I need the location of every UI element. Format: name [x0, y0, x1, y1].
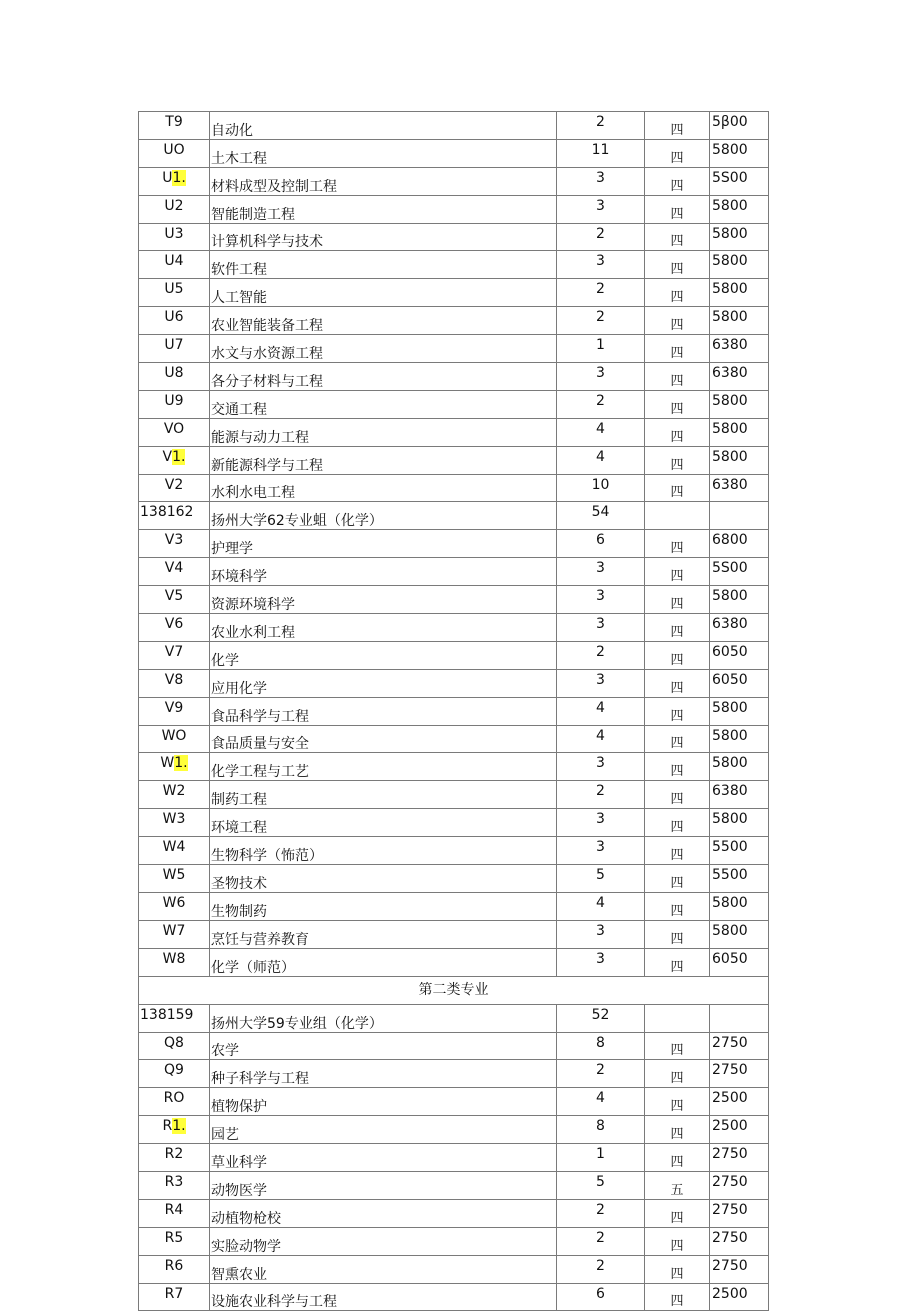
table-row: [139, 1199, 769, 1227]
code-cell: [139, 1116, 210, 1144]
major-name-cell: 农业水利工程: [210, 614, 557, 642]
table-row: [139, 641, 769, 669]
tuition-fee-cell: 6380: [710, 363, 769, 391]
plan-count-cell: 1: [557, 1144, 645, 1172]
code-prefix: V: [162, 448, 173, 465]
major-name-cell: 制药工程: [210, 781, 557, 809]
study-years-cell: 四: [645, 307, 710, 335]
major-name-cell: 扬州大学62专业蛆（化学）: [210, 502, 557, 530]
plan-count-cell: 8: [557, 1032, 645, 1060]
tuition-fee-cell: 5S00: [710, 558, 769, 586]
table-row: [139, 195, 769, 223]
code-cell: R6: [139, 1255, 210, 1283]
study-years-cell: [645, 502, 710, 530]
table-row: [139, 418, 769, 446]
plan-count-cell: 4: [557, 1088, 645, 1116]
table-row: [139, 446, 769, 474]
code-cell: R4: [139, 1199, 210, 1227]
major-name-cell: 种子科学与工程: [210, 1060, 557, 1088]
code-cell: W3: [139, 809, 210, 837]
plan-count-cell: 3: [557, 809, 645, 837]
group-row: [139, 502, 769, 530]
major-name-cell: 人工智能: [210, 279, 557, 307]
study-years-cell: 四: [645, 167, 710, 195]
plan-count-cell: 3: [557, 363, 645, 391]
study-years-cell: 四: [645, 1283, 710, 1311]
table-row: [139, 1116, 769, 1144]
plan-count-cell: 52: [557, 1004, 645, 1032]
major-name-cell: 园艺: [210, 1116, 557, 1144]
tuition-fee-cell: 5800: [710, 251, 769, 279]
table-row: [139, 614, 769, 642]
code-cell: R3: [139, 1171, 210, 1199]
table-row: [139, 1144, 769, 1172]
table-row: [139, 474, 769, 502]
tuition-fee-cell: 2500: [710, 1283, 769, 1311]
plan-count-cell: 4: [557, 446, 645, 474]
major-name-cell: 实脸动物学: [210, 1227, 557, 1255]
plan-count-cell: 3: [557, 753, 645, 781]
tuition-fee-cell: 5800: [710, 753, 769, 781]
study-years-cell: 四: [645, 697, 710, 725]
major-name-cell: 食品科学与工程: [210, 697, 557, 725]
major-name-cell: 植物保护: [210, 1088, 557, 1116]
plan-count-cell: 2: [557, 1227, 645, 1255]
table-row: [139, 1255, 769, 1283]
tuition-fee-cell: 5800: [710, 418, 769, 446]
code-cell: R5: [139, 1227, 210, 1255]
table-row: [139, 837, 769, 865]
study-years-cell: 四: [645, 865, 710, 893]
plan-count-cell: 3: [557, 837, 645, 865]
table-row: [139, 307, 769, 335]
plan-count-cell: 4: [557, 418, 645, 446]
tuition-fee-cell: 5800: [710, 725, 769, 753]
plan-count-cell: 2: [557, 1255, 645, 1283]
plan-count-cell: 3: [557, 614, 645, 642]
code-cell: U2: [139, 195, 210, 223]
plan-count-cell: 4: [557, 697, 645, 725]
table-row: [139, 1227, 769, 1255]
tuition-fee-cell: 5800: [710, 390, 769, 418]
tuition-fee-cell: 5S00: [710, 167, 769, 195]
table-row: [139, 753, 769, 781]
table-row: [139, 390, 769, 418]
plan-count-cell: 2: [557, 390, 645, 418]
plan-count-cell: 6: [557, 530, 645, 558]
section-header-row: [139, 976, 769, 1004]
table-body: [139, 112, 769, 1311]
major-name-cell: 水文与水资源工程: [210, 335, 557, 363]
plan-count-cell: 2: [557, 641, 645, 669]
major-name-cell: 各分子材料与工程: [210, 363, 557, 391]
tuition-fee-cell: [710, 502, 769, 530]
study-years-cell: 四: [645, 1116, 710, 1144]
tuition-fee-cell: 5500: [710, 837, 769, 865]
table-row: [139, 251, 769, 279]
study-years-cell: [645, 1004, 710, 1032]
study-years-cell: 四: [645, 614, 710, 642]
tuition-fee-cell: 6050: [710, 669, 769, 697]
plan-count-cell: 3: [557, 948, 645, 976]
study-years-cell: 四: [645, 1199, 710, 1227]
code-cell: V2: [139, 474, 210, 502]
code-prefix: U: [162, 169, 173, 186]
study-years-cell: 四: [645, 837, 710, 865]
table-row: [139, 1171, 769, 1199]
major-name-cell: 扬州大学59专业组（化学）: [210, 1004, 557, 1032]
code-cell: W6: [139, 892, 210, 920]
plan-count-cell: 3: [557, 920, 645, 948]
plan-count-cell: 2: [557, 1199, 645, 1227]
tuition-fee-cell: 2500: [710, 1088, 769, 1116]
plan-count-cell: 5: [557, 865, 645, 893]
table-row: [139, 363, 769, 391]
highlighted-code-mark: 1.: [172, 1118, 186, 1135]
plan-count-cell: 3: [557, 167, 645, 195]
plan-count-cell: 10: [557, 474, 645, 502]
table-row: [139, 167, 769, 195]
study-years-cell: 四: [645, 418, 710, 446]
study-years-cell: 五: [645, 1171, 710, 1199]
study-years-cell: 四: [645, 669, 710, 697]
code-cell: RO: [139, 1088, 210, 1116]
study-years-cell: 四: [645, 363, 710, 391]
study-years-cell: 四: [645, 1060, 710, 1088]
study-years-cell: 四: [645, 892, 710, 920]
code-cell: W4: [139, 837, 210, 865]
code-cell: U3: [139, 223, 210, 251]
table-row: [139, 725, 769, 753]
code-cell: V5: [139, 586, 210, 614]
major-name-cell: 动物医学: [210, 1171, 557, 1199]
major-name-cell: 应用化学: [210, 669, 557, 697]
table-row: [139, 920, 769, 948]
table-row: [139, 948, 769, 976]
code-cell: U7: [139, 335, 210, 363]
highlighted-code-mark: 1.: [172, 169, 186, 186]
major-name-cell: 农业智能装备工程: [210, 307, 557, 335]
plan-count-cell: 2: [557, 112, 645, 140]
tuition-fee-cell: 6380: [710, 781, 769, 809]
table-row: [139, 1088, 769, 1116]
study-years-cell: 四: [645, 641, 710, 669]
major-name-cell: 新能源科学与工程: [210, 446, 557, 474]
code-cell: UO: [139, 139, 210, 167]
code-cell: V6: [139, 614, 210, 642]
plan-count-cell: 6: [557, 1283, 645, 1311]
code-cell: U6: [139, 307, 210, 335]
major-name-cell: 化学工程与工艺: [210, 753, 557, 781]
major-name-cell: 水利水电工程: [210, 474, 557, 502]
plan-count-cell: 2: [557, 307, 645, 335]
code-cell: U8: [139, 363, 210, 391]
table-row: [139, 279, 769, 307]
tuition-fee-cell: 6380: [710, 474, 769, 502]
table-row: [139, 1060, 769, 1088]
code-cell: [139, 167, 210, 195]
tuition-fee-cell: 2750: [710, 1060, 769, 1088]
study-years-cell: 四: [645, 809, 710, 837]
code-cell: [139, 446, 210, 474]
study-years-cell: 四: [645, 446, 710, 474]
major-name-cell: 土木工程: [210, 139, 557, 167]
group-row: [139, 1004, 769, 1032]
tuition-fee-cell: 6800: [710, 530, 769, 558]
tuition-fee-cell: 2750: [710, 1255, 769, 1283]
major-name-cell: 自动化: [210, 112, 557, 140]
major-name-cell: 环境科学: [210, 558, 557, 586]
tuition-fee-cell: 2750: [710, 1171, 769, 1199]
major-name-cell: 设施农业科学与工程: [210, 1283, 557, 1311]
tuition-fee-cell: 2750: [710, 1199, 769, 1227]
major-name-cell: 环境工程: [210, 809, 557, 837]
tuition-fee-cell: 5800: [710, 892, 769, 920]
table-row: [139, 697, 769, 725]
tuition-fee-cell: 5800: [710, 279, 769, 307]
code-cell: U5: [139, 279, 210, 307]
tuition-fee-cell: 5800: [710, 809, 769, 837]
plan-count-cell: 5: [557, 1171, 645, 1199]
major-name-cell: 能源与动力工程: [210, 418, 557, 446]
plan-count-cell: 3: [557, 558, 645, 586]
table-row: [139, 223, 769, 251]
study-years-cell: 四: [645, 1144, 710, 1172]
code-cell: W2: [139, 781, 210, 809]
code-cell: R7: [139, 1283, 210, 1311]
major-name-cell: 农学: [210, 1032, 557, 1060]
major-name-cell: 化学（师范）: [210, 948, 557, 976]
study-years-cell: 四: [645, 474, 710, 502]
plan-count-cell: 3: [557, 195, 645, 223]
tuition-fee-cell: 2500: [710, 1116, 769, 1144]
tuition-fee-cell: 6050: [710, 948, 769, 976]
major-name-cell: 智能制造工程: [210, 195, 557, 223]
study-years-cell: 四: [645, 1032, 710, 1060]
study-years-cell: 四: [645, 390, 710, 418]
code-cell: [139, 753, 210, 781]
tuition-fee-cell: 5500: [710, 865, 769, 893]
study-years-cell: 四: [645, 112, 710, 140]
code-cell: U9: [139, 390, 210, 418]
study-years-cell: 四: [645, 279, 710, 307]
table-row: [139, 558, 769, 586]
tuition-fee-cell: 5800: [710, 307, 769, 335]
tuition-fee-cell: 5800: [710, 223, 769, 251]
study-years-cell: 四: [645, 1255, 710, 1283]
major-name-cell: 动植物枪校: [210, 1199, 557, 1227]
code-cell: V7: [139, 641, 210, 669]
table-row: [139, 781, 769, 809]
study-years-cell: 四: [645, 920, 710, 948]
major-name-cell: 烹饪与营养教育: [210, 920, 557, 948]
tuition-fee-cell: 5800: [710, 195, 769, 223]
code-prefix: R: [162, 1118, 173, 1135]
study-years-cell: 四: [645, 223, 710, 251]
tuition-fee-cell: [710, 1004, 769, 1032]
tuition-fee-cell: 5800: [710, 697, 769, 725]
code-cell: T9: [139, 112, 210, 140]
table-row: [139, 1032, 769, 1060]
major-name-cell: 材料成型及控制工程: [210, 167, 557, 195]
code-cell: U4: [139, 251, 210, 279]
code-cell: V4: [139, 558, 210, 586]
tuition-fee-cell: 5β00: [710, 112, 769, 140]
major-name-cell: 生物科学（怖范）: [210, 837, 557, 865]
plan-count-cell: 4: [557, 725, 645, 753]
tuition-fee-cell: 5800: [710, 446, 769, 474]
study-years-cell: 四: [645, 251, 710, 279]
tuition-fee-cell: 5800: [710, 920, 769, 948]
table-row: [139, 335, 769, 363]
code-cell: VO: [139, 418, 210, 446]
major-name-cell: 食品质量与安全: [210, 725, 557, 753]
tuition-fee-cell: 2750: [710, 1032, 769, 1060]
tuition-fee-cell: 6380: [710, 335, 769, 363]
plan-count-cell: 1: [557, 335, 645, 363]
plan-count-cell: 3: [557, 251, 645, 279]
table-row: [139, 139, 769, 167]
table-row: [139, 865, 769, 893]
code-cell: Q9: [139, 1060, 210, 1088]
major-name-cell: 护理学: [210, 530, 557, 558]
highlighted-code-mark: 1.: [174, 755, 188, 772]
code-cell: WO: [139, 725, 210, 753]
table-row: [139, 809, 769, 837]
section-title: 第二类专业: [139, 976, 769, 1004]
table-row: [139, 586, 769, 614]
tuition-fee-cell: 6380: [710, 614, 769, 642]
study-years-cell: 四: [645, 530, 710, 558]
plan-count-cell: 3: [557, 669, 645, 697]
study-years-cell: 四: [645, 586, 710, 614]
tuition-fee-cell: 6050: [710, 641, 769, 669]
code-cell: R2: [139, 1144, 210, 1172]
major-name-cell: 草业科学: [210, 1144, 557, 1172]
major-name-cell: 计算机科学与技术: [210, 223, 557, 251]
major-name-cell: 资源环境科学: [210, 586, 557, 614]
major-name-cell: 软件工程: [210, 251, 557, 279]
plan-count-cell: 8: [557, 1116, 645, 1144]
major-name-cell: 交通工程: [210, 390, 557, 418]
code-cell: 138162: [139, 502, 210, 530]
study-years-cell: 四: [645, 1088, 710, 1116]
code-cell: V9: [139, 697, 210, 725]
code-cell: V3: [139, 530, 210, 558]
study-years-cell: 四: [645, 753, 710, 781]
code-cell: V8: [139, 669, 210, 697]
plan-count-cell: 2: [557, 279, 645, 307]
study-years-cell: 四: [645, 725, 710, 753]
table-row: [139, 892, 769, 920]
study-years-cell: 四: [645, 948, 710, 976]
major-fee-table: [138, 111, 769, 1311]
plan-count-cell: 4: [557, 892, 645, 920]
major-name-cell: 化学: [210, 641, 557, 669]
plan-count-cell: 2: [557, 781, 645, 809]
plan-count-cell: 2: [557, 1060, 645, 1088]
table-row: [139, 112, 769, 140]
tuition-fee-cell: 5800: [710, 586, 769, 614]
plan-count-cell: 3: [557, 586, 645, 614]
table-row: [139, 1283, 769, 1311]
major-name-cell: 生物制药: [210, 892, 557, 920]
code-prefix: W: [160, 755, 175, 772]
tuition-fee-cell: 5800: [710, 139, 769, 167]
study-years-cell: 四: [645, 195, 710, 223]
table-row: [139, 530, 769, 558]
study-years-cell: 四: [645, 335, 710, 363]
code-cell: Q8: [139, 1032, 210, 1060]
study-years-cell: 四: [645, 139, 710, 167]
code-cell: W7: [139, 920, 210, 948]
plan-count-cell: 11: [557, 139, 645, 167]
study-years-cell: 四: [645, 1227, 710, 1255]
major-name-cell: 智熏农业: [210, 1255, 557, 1283]
code-cell: W5: [139, 865, 210, 893]
code-cell: W8: [139, 948, 210, 976]
highlighted-code-mark: 1.: [172, 448, 186, 465]
table-row: [139, 669, 769, 697]
tuition-fee-cell: 2750: [710, 1227, 769, 1255]
tuition-fee-cell: 2750: [710, 1144, 769, 1172]
plan-count-cell: 2: [557, 223, 645, 251]
study-years-cell: 四: [645, 781, 710, 809]
major-name-cell: 圣物技术: [210, 865, 557, 893]
plan-count-cell: 54: [557, 502, 645, 530]
code-cell: 138159: [139, 1004, 210, 1032]
study-years-cell: 四: [645, 558, 710, 586]
